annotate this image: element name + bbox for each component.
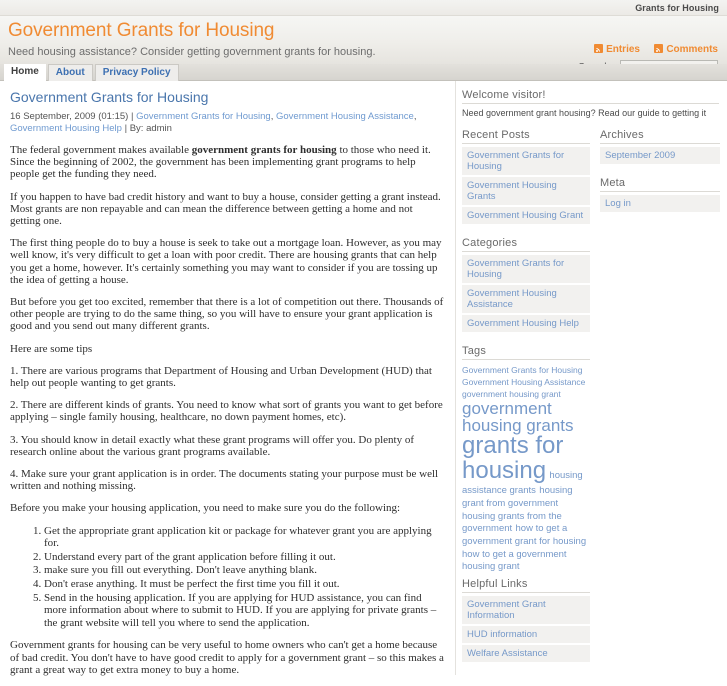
post-byline: | By: admin [121,123,172,134]
sidebar-helpful-links-list [462,596,590,663]
list-item [462,596,590,625]
sidebar-tags-title: Tags [462,345,590,360]
rss-icon [654,44,663,53]
post-step-item: 5. Send in the housing application. If you are applying for HUD assistance, you can find more information about where to submit to HUD. If you are applying for private grants – the grant website will tell you where to send the application. [44,592,445,630]
list-item [600,195,720,213]
post-paragraph: 2. There are different kinds of grants. You need to know what sort of grants you want to get before applying – single family housing, healthcare, no down payment homes, etc). [10,399,443,424]
post-date: 16 September, 2009 (01:15) [10,111,129,122]
category-link[interactable]: Government Grants for Housing [467,258,565,280]
post-category-link-2[interactable]: Government Housing Assistance [276,111,414,122]
list-item [462,626,590,644]
site-header [0,16,727,64]
list-item [600,147,720,165]
sidebar-categories-title: Categories [462,237,590,252]
category-link[interactable]: Government Housing Assistance [467,288,557,310]
para-part: The federal government makes available [10,144,192,156]
tag-link[interactable]: government housing grants [462,398,574,436]
recent-post-link[interactable]: Government Grants for Housing [467,150,565,172]
sidebar-column-left [462,129,590,675]
rss-icon [594,44,603,53]
helpful-link[interactable]: HUD information [467,629,538,641]
tag-link[interactable]: Government Housing Assistance [462,377,586,388]
sidebar-column-right [600,129,720,675]
post-title[interactable]: Government Grants for Housing [10,89,209,105]
login-link[interactable]: Log in [605,198,631,209]
post-step-item: 3. make sure you fill out everything. Don't leave anything blank. [44,564,445,577]
list-item [462,207,590,225]
post-paragraph: But before you get too excited, remember that there is a lot of competition out there. Thousands of other people are trying to do the same thing, so you will have to ensure your grant application is good and you send out many different grants. [10,296,444,333]
tag-link[interactable]: housing grants from the government [462,510,562,535]
tag-link[interactable]: housing assistance grants [462,469,583,497]
post-body [10,144,445,676]
list-item [462,315,590,333]
archive-link[interactable]: September 2009 [605,150,676,161]
post-paragraph: 1. There are various programs that Department of Housing and Urban Development (HUD) that help out people wanting to get grants. [10,364,432,390]
para-emphasis: government grants for housing [191,144,337,156]
sidebar-recent-posts-list [462,147,590,225]
sidebar [455,81,727,675]
sidebar-helpful-links-title: Helpful Links [462,578,590,593]
helpful-link[interactable]: Welfare Assistance [467,648,548,660]
sidebar-recent-posts-title: Recent Posts [462,129,590,144]
sidebar-meta-title: Meta [600,177,720,192]
feed-link-comments[interactable] [654,44,718,55]
post-paragraph: Government grants for housing can be very useful to home owners who can't get a home because of bad credit. You don't have to have good credit to apply for a government grant – so this makes a grant a great way to get extra money to buy a home. [10,639,444,676]
main-nav [0,64,727,81]
tag-link[interactable]: Government Grants for Housing [462,365,583,375]
post-paragraph [10,144,445,181]
list-item [462,285,590,314]
helpful-link[interactable]: Government Grant Information [467,599,546,622]
list-item [462,177,590,206]
list-item [462,255,590,284]
post-step-item: 2. Understand every part of the grant application before filling it out. [44,551,445,564]
sidebar-welcome-title: Welcome visitor! [462,89,719,104]
sidebar-archives-list [600,147,720,165]
sidebar-tag-cloud [462,363,590,572]
feed-links [583,42,718,56]
para-part: to those who need it. Since the beginning of 2002, the government has been implementing grant programs to help people get the funding they need. [10,144,431,181]
feed-comments-label: Comments [666,44,718,56]
site-title[interactable]: Government Grants for Housing [8,20,275,41]
post-paragraph: 3. You should know in detail exactly what these grant programs will offer you. Do plenty of research online about the various grant programs available. [10,433,414,458]
browser-page-title: Grants for Housing [635,3,719,13]
post-steps-list [10,525,445,630]
sidebar-archives-title: Archives [600,129,720,144]
post-step-item: 1. Get the appropriate grant application kit or package for whatever grant you are applying for. [44,525,445,550]
sidebar-categories-list [462,255,590,333]
post-paragraph: Before you make your housing application, you need to make sure you do the following: [10,502,401,515]
tag-link[interactable]: how to get a government grant for housing [462,523,587,548]
main-wrap [0,81,727,686]
list-item [462,147,590,176]
tag-link[interactable]: government housing grant [462,389,561,400]
browser-top-bar [0,0,727,16]
sidebar-meta-list [600,195,720,213]
feed-link-entries[interactable] [594,44,640,55]
post-paragraph: Here are some tips [10,342,93,355]
post-meta: 16 September, 2009 (01:15) | Government Grants for Housing, Government Housing Assistance, Government Housing Help | By: admin [10,111,417,134]
post-meta-sep: | [128,111,137,122]
sidebar-welcome-text: Need government grant housing? Read our guide to getting it [462,108,707,118]
site-description: Need housing assistance? Consider getting government grants for housing. [8,46,376,58]
post-content-column [0,81,455,686]
post-paragraph: If you happen to have bad credit history and want to buy a house, consider getting a grant instead. Most grants are non repayable and can mean the difference between getting a home and not getting one. [10,190,441,228]
post-category-link-1[interactable]: Government Grants for Housing [136,111,271,122]
tag-link[interactable]: grants for housing [462,432,564,484]
post-paragraph: The first thing people do to buy a house is seek to take out a mortgage loan. However, as you may well know, it's very difficult to get a loan with poor credit. There are housing grants that can help you get a home, however. It's certainly something you may want to consider if you are tossing up the idea of getting a house. [10,237,442,286]
post-step-item: 4. Don't erase anything. It must be perfect the first time you fill it out. [44,578,445,591]
post-category-link-3[interactable]: Government Housing Help [10,123,122,134]
feed-entries-label: Entries [606,44,640,56]
post-paragraph: 4. Make sure your grant application is in order. The documents stating your purpose must be well written and nothing missing. [10,468,439,493]
tag-link[interactable]: how to get a government housing grant [462,548,567,573]
recent-post-link[interactable]: Government Housing Grants [467,180,557,202]
list-item [462,645,590,663]
nav-tab-home[interactable]: Home [4,64,46,81]
tag-link[interactable]: housing grant from government [462,485,573,509]
category-link[interactable]: Government Housing Help [467,318,579,329]
recent-post-link[interactable]: Government Housing Grant [467,210,584,221]
nav-tab-about[interactable]: About [48,64,93,81]
nav-tab-privacy-policy[interactable]: Privacy Policy [95,64,179,81]
sidebar-columns [462,129,719,675]
